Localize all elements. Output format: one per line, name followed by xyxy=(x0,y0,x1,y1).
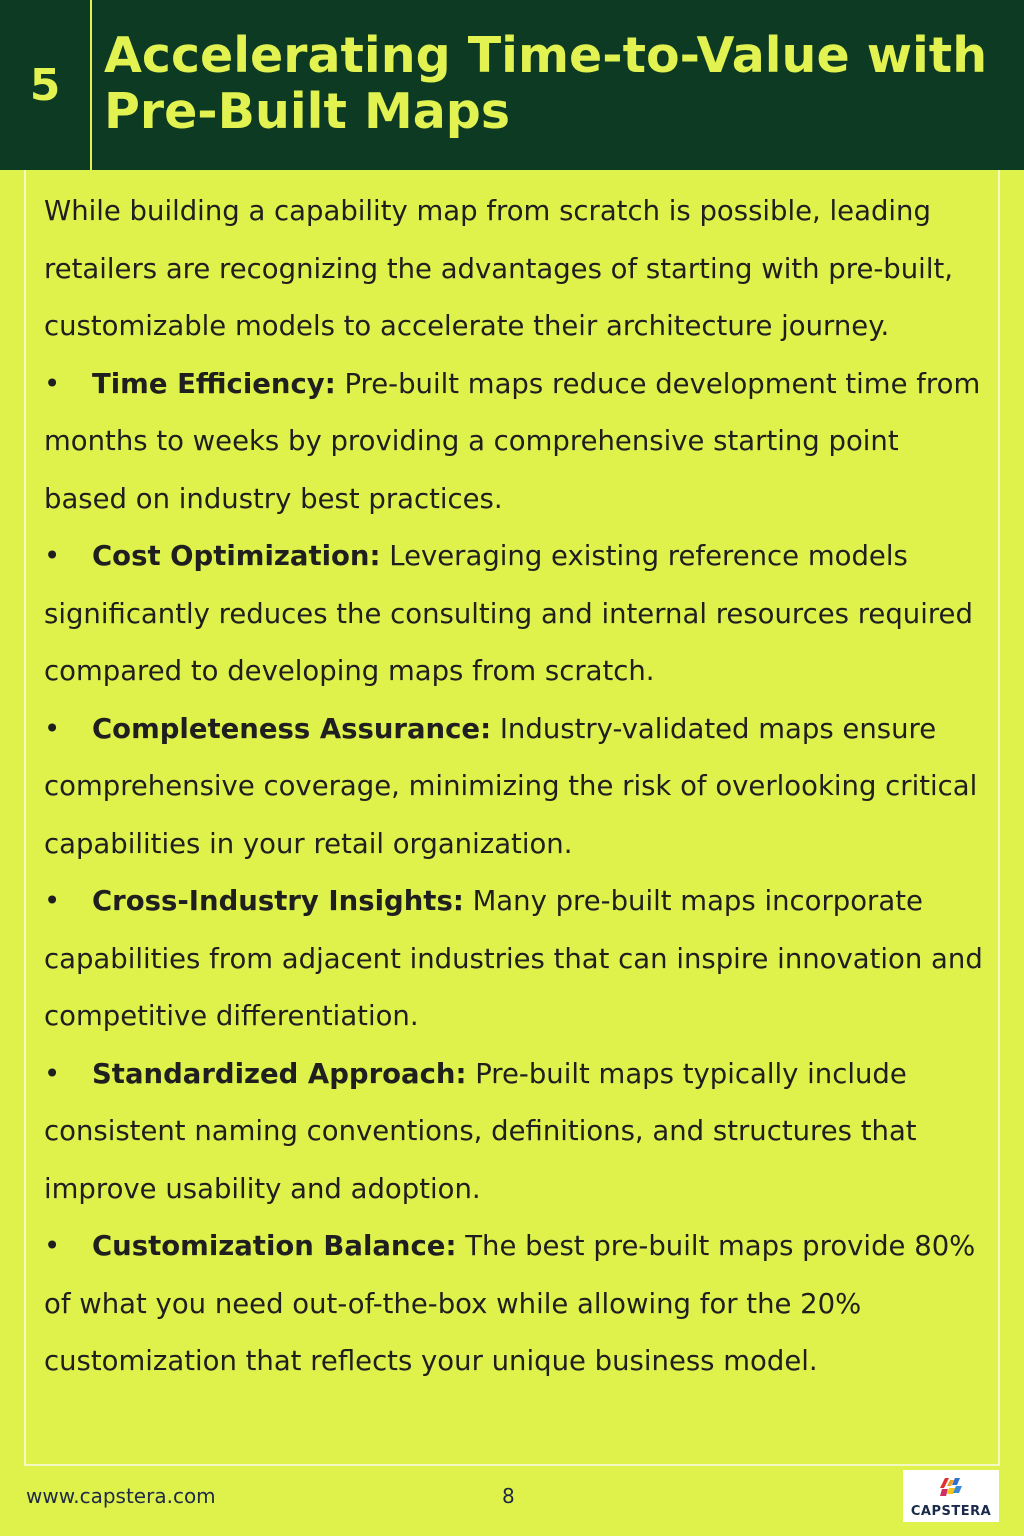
bullet-text: Pre-built maps typically include consistent naming conventions, definitions, and structures that improve usability and adoption. xyxy=(44,1057,917,1205)
bullet-marker: • xyxy=(44,885,61,917)
bullet-item xyxy=(44,701,984,874)
footer-website-link[interactable]: www.capstera.com xyxy=(26,1484,216,1508)
page-number: 8 xyxy=(502,1484,515,1508)
bullet-text: Leveraging existing reference models significantly reduces the consulting and internal resources required compared to developing maps from scratch. xyxy=(44,540,973,687)
header-bar xyxy=(0,0,1024,170)
bullet-item xyxy=(44,528,984,701)
bullet-item xyxy=(44,1046,984,1219)
bullet-marker: • xyxy=(44,1230,61,1262)
bullet-text: The best pre-built maps provide 80% of what you need out-of-the-box while allowing for the 20% customization that reflects your unique business model. xyxy=(44,1230,976,1377)
capstera-logo-icon xyxy=(936,1476,966,1504)
intro-paragraph: While building a capability map from scratch is possible, leading retailers are recognizing the advantages of starting with pre-built, customizable models to accelerate their architecture journey. xyxy=(44,195,953,342)
bullet-term: Cross-Industry Insights: xyxy=(92,885,464,917)
bullet-term: Standardized Approach: xyxy=(92,1057,467,1090)
bullet-term: Cost Optimization: xyxy=(92,540,381,572)
section-number: 5 xyxy=(29,59,61,111)
bullet-term: Customization Balance: xyxy=(92,1230,457,1262)
bullet-term: Completeness Assurance: xyxy=(92,712,492,745)
bullet-text: Pre-built maps reduce development time from months to weeks by providing a comprehensive starting point based on industry best practices. xyxy=(44,367,981,515)
bullet-marker: • xyxy=(44,1057,61,1090)
page-title-line-1: Accelerating Time-to-Value with xyxy=(104,27,988,84)
bullet-item xyxy=(44,356,984,529)
page-title-line-2: Pre-Built Maps xyxy=(104,83,511,140)
bullet-item xyxy=(44,873,984,1046)
bullet-term: Time Efficiency: xyxy=(92,367,336,400)
bullet-marker: • xyxy=(44,367,61,400)
bullet-text: Industry-validated maps ensure comprehensive coverage, minimizing the risk of overlooking critical capabilities in your retail organization. xyxy=(44,712,978,860)
bullet-marker: • xyxy=(44,540,61,572)
bullet-marker: • xyxy=(44,712,61,745)
bullet-item xyxy=(44,1218,984,1391)
logo-text: CAPSTERA xyxy=(910,1504,992,1519)
bullet-text: Many pre-built maps incorporate capabilities from adjacent industries that can inspire innovation and competitive differentiation. xyxy=(44,885,983,1032)
capstera-logo xyxy=(903,1470,999,1522)
body-text xyxy=(44,183,984,1391)
page-title xyxy=(104,28,1004,140)
header-divider xyxy=(90,0,92,170)
